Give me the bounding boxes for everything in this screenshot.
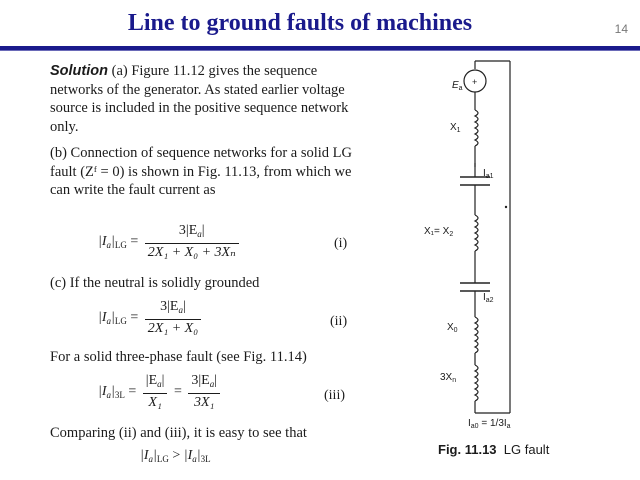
eq1-tag: (i) (334, 236, 348, 251)
label-ia2: $I_{a2}$ (483, 292, 494, 304)
figure-caption-text: LG fault (503, 442, 550, 457)
inductor-x2 (475, 215, 478, 251)
figure-caption (438, 442, 549, 457)
eq3-lhs: $|I_a|$ (98, 384, 115, 401)
eq1-lhs: $|I_a|$ (98, 234, 115, 251)
equation-solid-ground: $|I_a|_{LG}$ = $\frac{3|E_a|}{\text{2X₁ + X₀}}$ (98, 298, 204, 338)
label-ia0: $I_{a0} = 1/3I_a$ (468, 418, 511, 430)
eq3-tag: (iii) (324, 388, 345, 403)
inductor-x0 (475, 317, 478, 353)
svg-text:+: + (472, 77, 478, 87)
figure-number: Fig. 11.13 (438, 442, 497, 457)
slide-number: 14 (614, 22, 628, 36)
inductor-x1 (475, 110, 478, 146)
solution-paragraph (50, 62, 360, 136)
neutral-text: (c) If the neutral is solidly grounded (50, 275, 260, 291)
lg-fault-circuit-diagram (420, 55, 540, 435)
label-3xn: $3X_n$ (440, 372, 457, 384)
equation-comparison: $|I_a|_{LG} > |I_a|_{3L}$ (140, 448, 211, 464)
inductor-3xn (475, 365, 478, 401)
eq1-fraction: $\frac{3|E_a|}{\text{2X₁ + X₀ + 3Xₙ}}$ (145, 222, 239, 262)
label-ea: $E_a$ (452, 80, 463, 92)
marker-dot (505, 206, 507, 208)
solution-label: Solution (50, 63, 108, 79)
equation-lg-fault: $|I_a|_{LG}$ = $\frac{3|E_a|}{\text{2X₁ + X₀ + 3Xₙ}}$ (98, 222, 242, 262)
label-x1-eq-x2: $X_1= X_2$ (424, 226, 454, 238)
neutral-paragraph (50, 274, 360, 293)
label-x1: $X_1$ (450, 122, 461, 134)
three-phase-paragraph (50, 348, 360, 367)
slide-title: Line to ground faults of machines (127, 10, 473, 36)
eq3-fraction-2: $\frac{3|E_a|}{\text{3X₁}}$ (188, 372, 220, 412)
comparison-paragraph (50, 424, 360, 443)
equation-three-phase: $|I_a|_{3L}$ = $\frac{|E_a|}{\text{X₁}}$ = $\frac{3|E_a|}{\text{3X₁}}$ (98, 372, 223, 412)
three-phase-text: For a solid three-phase fault (see Fig. 11.14) (50, 349, 307, 365)
connection-paragraph (50, 144, 360, 200)
label-x0: $X_0$ (447, 322, 458, 334)
label-ia1: $I_{a1}$ (483, 168, 494, 180)
solution-text: (a) Figure 11.12 gives the sequence networks of the generator. As stated earlier voltage source is included in the positive sequence network only. (50, 63, 349, 135)
eq3-fraction-1: $\frac{|E_a|}{\text{X₁}}$ (143, 372, 168, 412)
connection-text: (b) Connection of sequence networks for a solid LG fault (Zᶠ = 0) is shown in Fig. 11.13, from which we can write the fault current as (50, 145, 353, 198)
title-divider (0, 46, 640, 51)
eq2-tag: (ii) (330, 314, 348, 329)
eq2-lhs: $|I_a|$ (98, 310, 115, 327)
comparison-text: Comparing (ii) and (iii), it is easy to see that (50, 425, 307, 441)
eq2-fraction: $\frac{3|E_a|}{\text{2X₁ + X₀}}$ (145, 298, 201, 338)
